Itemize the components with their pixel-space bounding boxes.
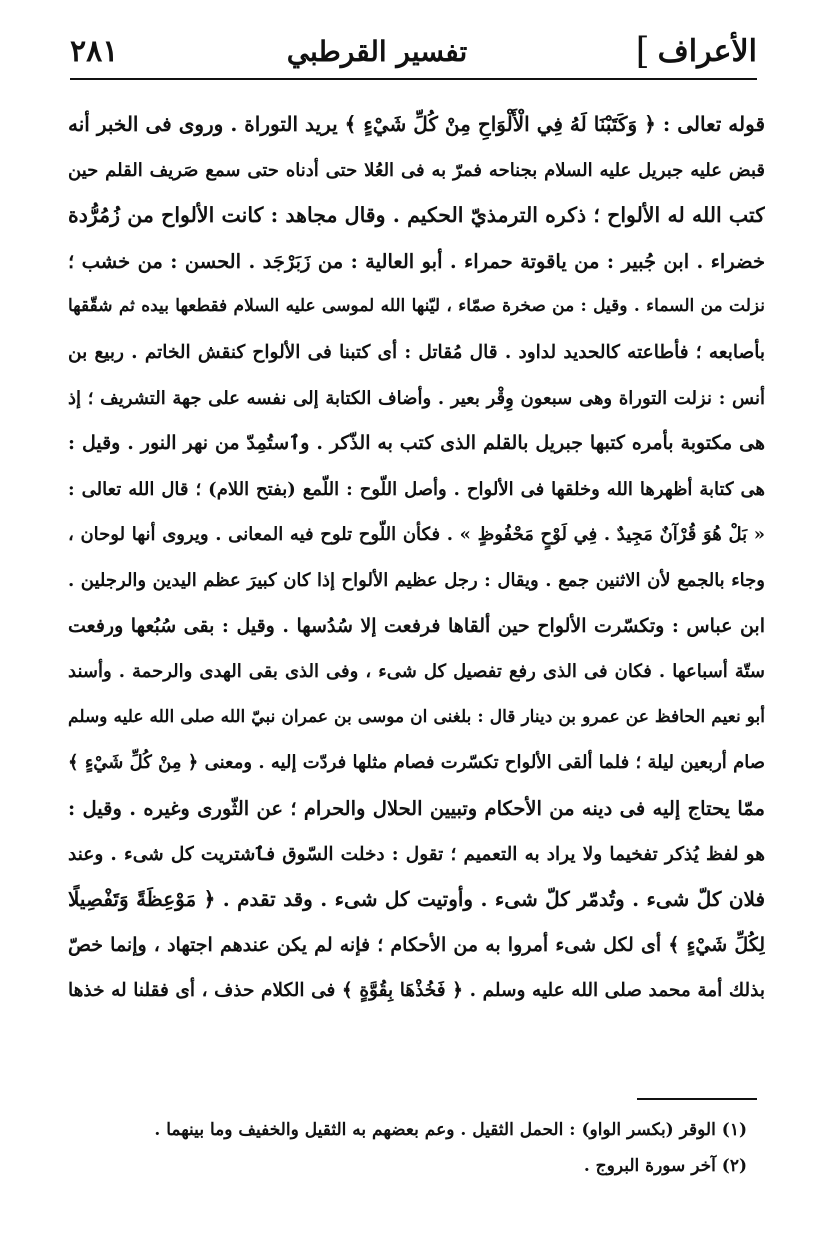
text-line: قوله تعالى : ﴿ وَكَتَبْنَا لَهُ فِي الْأَلْوَاحِ مِنْ كُلِّ شَيْءٍ ﴾ يريد التوراة . وروى فى الخبر أنه	[68, 112, 765, 136]
text-line: كتب الله له الألواح ؛ ذكره الترمذيّ الحكيم . وقال مجاهد : كانت الألواح من زُمُرُّدة	[68, 203, 765, 228]
text-line: « بَلْ هُوَ قُرْآنٌ مَجِيدٌ . فِي لَوْحٍ مَحْفُوظٍ » . فكأن اللّوح تلوح فيه المعانى . ويروى أنها لوحان ،	[68, 524, 765, 546]
text-line: ستّة أسباعها . فكان فى الذى رفع تفصيل كل شىء ، وفى الذى بقى الهدى والرحمة . وأسند	[68, 661, 765, 683]
text-line: بأصابعه ؛ فأطاعته كالحديد لداود . قال مُقاتل : أى كتبنا فى الألواح كنقش الخاتم . ربيع بن	[68, 341, 765, 363]
text-line: صام أربعين ليلة ؛ فلما ألقى الألواح تكسّرت فصام مثلها فردّت إليه . ومعنى ﴿ مِنْ كُلِّ شَيْءٍ ﴾	[68, 752, 765, 774]
header-rule	[70, 78, 757, 80]
book-title: تفسير القرطبي	[286, 34, 468, 68]
header-bracket: ]	[635, 30, 650, 72]
text-line: فلان كلّ شىء . وتُدمّر كلّ شىء . وأوتيت كل شىء . وقد تقدم . ﴿ مَوْعِظَةً وَتَفْصِيلًا	[68, 887, 765, 912]
text-line: بذلك أمة محمد صلى الله عليه وسلم . ﴿ فَخُذْهَا بِقُوَّةٍ ﴾ فى الكلام حذف ، أى فقلنا له خذها	[68, 980, 765, 1002]
text-line: ابن عباس : وتكسّرت الألواح حين ألقاها فرفعت إلا سُدُسها . وقيل : بقى سُبُعها ورفعت	[68, 614, 765, 637]
text-line: نزلت من السماء . وقيل : من صخرة صمّاء ، ليّنها الله لموسى عليه السلام فقطعها بيده ثم شقّقها	[68, 296, 765, 317]
body-text	[68, 102, 765, 1014]
page-header	[70, 22, 757, 80]
text-line: لِكُلِّ شَيْءٍ ﴾ أى لكل شىء أمروا به من الأحكام ؛ فإنه لم يكن عندهم اجتهاد ، وإنما خصّ	[68, 933, 765, 956]
text-line: ممّا يحتاج إليه فى دينه من الأحكام وتبيين الحلال والحرام ؛ عن الثّورى وغيره . وقيل :	[68, 796, 765, 820]
footnote-1: (١) الوقر (بكسر الواو) : الحمل الثقيل . وعم بعضهم به الثقيل والخفيف وما بينهما .	[154, 1120, 747, 1140]
text-line: هى كتابة أظهرها الله وخلقها فى الألواح . وأصل اللّوح : اللّمع (بفتح اللام) ؛ قال الله تعالى :	[68, 478, 765, 500]
page-number: ٢٨١	[70, 33, 119, 69]
text-line: وجاء بالجمع لأن الاثنين جمع . ويقال : رجل عظيم الألواح إذا كان كبيرَ عظم اليدين والرجلين .	[68, 569, 765, 591]
surah-name: الأعراف	[657, 33, 757, 69]
text-line: هى مكتوبة بأمره كتبها جبريل بالقلم الذى كتب به الذّكر . وٱستُمِدّ من نهر النور . وقيل :	[68, 432, 765, 455]
text-line: أبو نعيم الحافظ عن عمرو بن دينار قال : بلغنى ان موسى بن عمران نبيّ الله صلى الله عليه وسلم	[68, 706, 765, 727]
footnotes	[120, 1112, 747, 1184]
text-line: أنس : نزلت التوراة وهى سبعون وِقْر بعير . وأضاف الكتابة إلى نفسه على جهة التشريف ؛ إذ	[68, 387, 765, 409]
surah-heading	[636, 31, 757, 72]
text-line: خضراء . ابن جُبير : من ياقوتة حمراء . أبو العالية : من زَبَرْجَد . الحسن : من خشب ؛	[68, 249, 765, 273]
footnote-rule	[637, 1098, 757, 1100]
text-line: هو لفظ يُذكر تفخيما ولا يراد به التعميم ؛ تقول : دخلت السّوق فٱشتريت كل شىء . وعند	[68, 843, 765, 865]
text-line: قبض عليه جبريل عليه السلام بجناحه فمرّ به فى العُلا حتى أدناه حتى سمع صَريف القلم حين	[68, 159, 765, 181]
footnote-2: (٢) آخر سورة البروج .	[583, 1156, 747, 1176]
